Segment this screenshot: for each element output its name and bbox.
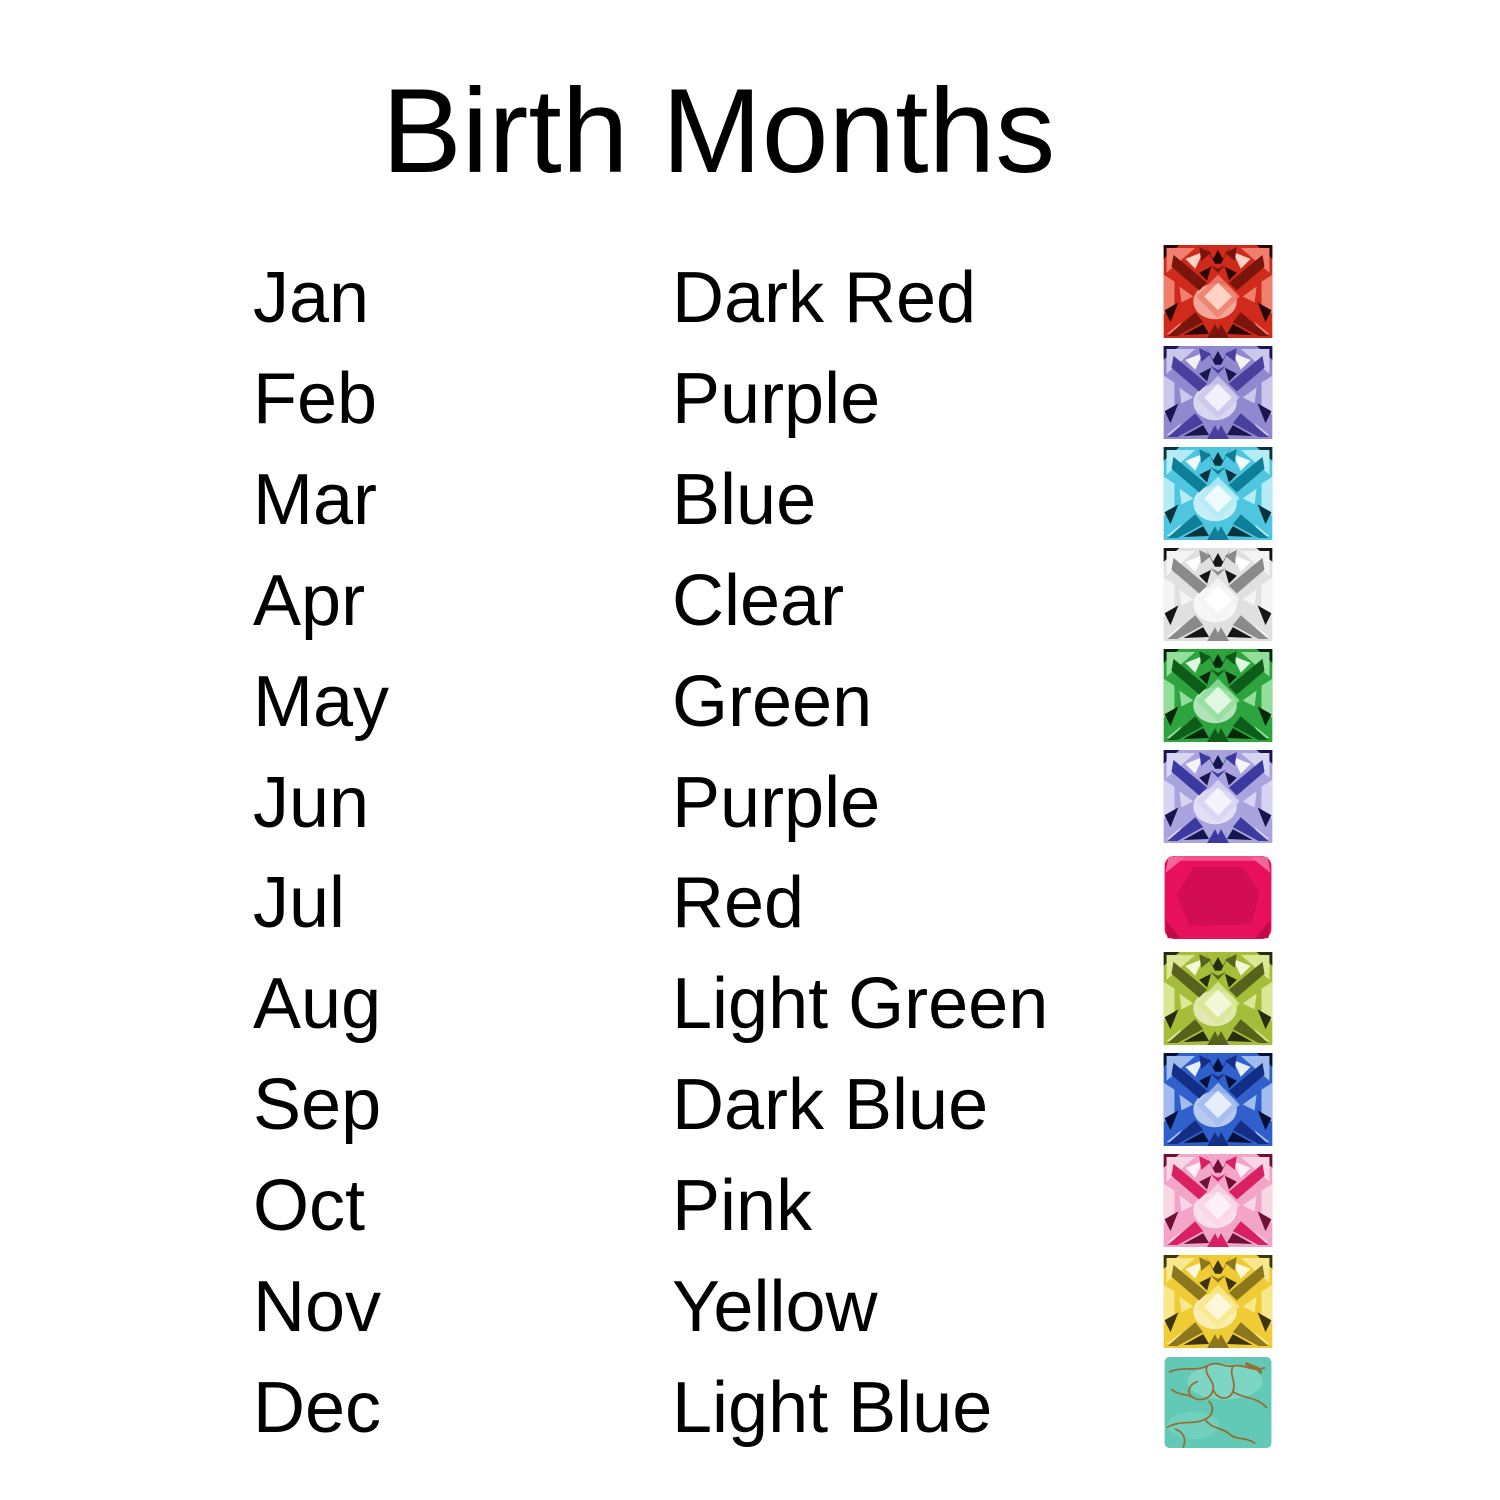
table-row — [0, 763, 1500, 843]
month-label: Jun — [253, 763, 370, 843]
gem-swatch-sep — [1163, 1053, 1273, 1146]
table-row — [0, 460, 1500, 540]
gem-swatch-jan — [1163, 245, 1273, 338]
color-label: Blue — [672, 460, 817, 540]
month-label: Nov — [253, 1267, 382, 1347]
gem-swatch-may — [1163, 649, 1273, 742]
table-row — [0, 662, 1500, 742]
color-label: Green — [672, 662, 873, 742]
garnet-gem-image — [1163, 245, 1273, 338]
table-row — [0, 863, 1500, 943]
color-label: Light Blue — [672, 1368, 993, 1448]
diamond-gem-image — [1163, 548, 1273, 641]
month-label: Apr — [253, 561, 366, 641]
month-label: Jul — [253, 863, 346, 943]
gem-swatch-feb — [1163, 346, 1273, 439]
citrine-gem-image — [1163, 1255, 1273, 1348]
color-label: Purple — [672, 359, 881, 439]
month-label: May — [253, 662, 390, 742]
table-row — [0, 561, 1500, 641]
table-row — [0, 1368, 1500, 1448]
month-label: Sep — [253, 1065, 382, 1145]
color-label: Purple — [672, 763, 881, 843]
peridot-gem-image — [1163, 952, 1273, 1045]
turquoise-gem-image — [1163, 1356, 1273, 1449]
month-label: Feb — [253, 359, 378, 439]
color-label: Yellow — [672, 1267, 878, 1347]
color-label: Dark Red — [672, 258, 977, 338]
alexandrite-gem-image — [1163, 750, 1273, 843]
ruby-gem-image — [1163, 851, 1273, 944]
emerald-gem-image — [1163, 649, 1273, 742]
color-label: Dark Blue — [672, 1065, 989, 1145]
table-row — [0, 258, 1500, 338]
page-title: Birth Months — [381, 64, 1056, 198]
color-label: Red — [672, 863, 805, 943]
gem-swatch-jun — [1163, 750, 1273, 843]
table-row — [0, 359, 1500, 439]
color-label: Light Green — [672, 964, 1049, 1044]
month-label: Oct — [253, 1166, 366, 1246]
color-label: Clear — [672, 561, 845, 641]
pink-tourmaline-gem-image — [1163, 1154, 1273, 1247]
amethyst-gem-image — [1163, 346, 1273, 439]
table-row — [0, 964, 1500, 1044]
month-label: Dec — [253, 1368, 382, 1448]
aquamarine-gem-image — [1163, 447, 1273, 540]
gem-swatch-aug — [1163, 952, 1273, 1045]
color-label: Pink — [672, 1166, 813, 1246]
month-label: Mar — [253, 460, 377, 540]
month-label: Jan — [253, 258, 370, 338]
table-row — [0, 1267, 1500, 1347]
gem-swatch-nov — [1163, 1255, 1273, 1348]
gem-swatch-mar — [1163, 447, 1273, 540]
table-row — [0, 1166, 1500, 1246]
gem-swatch-jul — [1163, 851, 1273, 944]
month-label: Aug — [253, 964, 382, 1044]
table-row — [0, 1065, 1500, 1145]
gem-swatch-oct — [1163, 1154, 1273, 1247]
sapphire-gem-image — [1163, 1053, 1273, 1146]
gem-swatch-apr — [1163, 548, 1273, 641]
gem-swatch-dec — [1163, 1356, 1273, 1449]
